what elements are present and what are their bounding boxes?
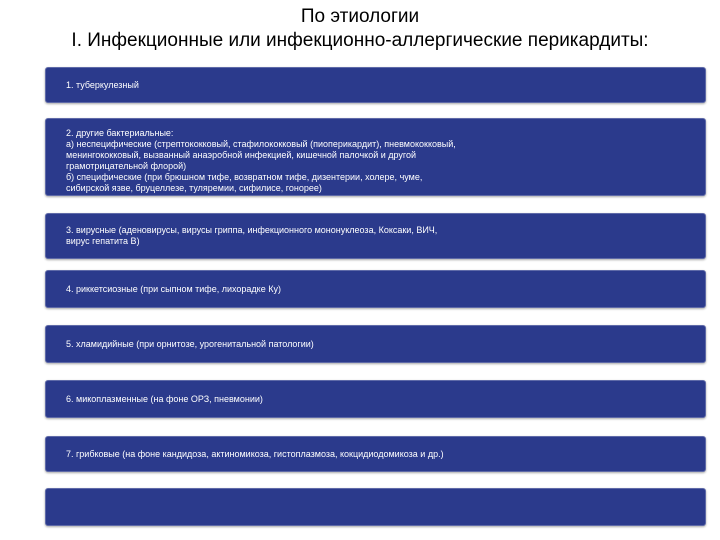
list-item-text: 4. риккетсиозные (при сыпном тифе, лихорадке Ку) <box>66 283 281 294</box>
list-item-empty <box>45 488 706 526</box>
page-title: По этиологии <box>300 6 420 27</box>
list-item-text: 3. вирусные (аденовирусы, вирусы гриппа, инфекционного мононуклеоза, Коксаки, ВИЧ, вирус гепатита В) <box>66 225 438 246</box>
list-item-text: 2. другие бактериальные: а) неспецифические (стрептококковый, стафилококковый (пиоперикардит), пневмококковый, менингококковый, вызванный анаэробной инфекцией, кишечной палочкой и другой грамотрицательной флорой) б) специфические (при брюшном тифе, возвратном тифе, дизентерии, холере, чуме, сибирской язве, бруцеллезе, туляремии, сифилисе, гонорее) <box>66 128 456 193</box>
list-item-text: 5. хламидийные (при орнитозе, урогенитальной патологии) <box>66 338 314 349</box>
list-item-chlamydial <box>45 325 706 363</box>
list-item-text: 7. грибковые (на фоне кандидоза, актиномикоза, гистоплазмоза, кокцидиодомикоза и др.) <box>66 448 444 459</box>
list-item-tuberculous <box>45 67 706 103</box>
list-item-fungal <box>45 436 706 472</box>
list-item-text: 6. микоплазменные (на фоне ОРЗ, пневмонии) <box>66 393 263 404</box>
list-item-viral <box>45 213 706 259</box>
list-item-text: 1. туберкулезный <box>66 79 139 90</box>
page-subtitle: I. Инфекционные или инфекционно-аллергические перикардиты: <box>71 30 649 51</box>
list-item-bacterial <box>45 118 706 196</box>
list-item-rickettsial <box>45 270 706 308</box>
list-item-mycoplasma <box>45 380 706 418</box>
